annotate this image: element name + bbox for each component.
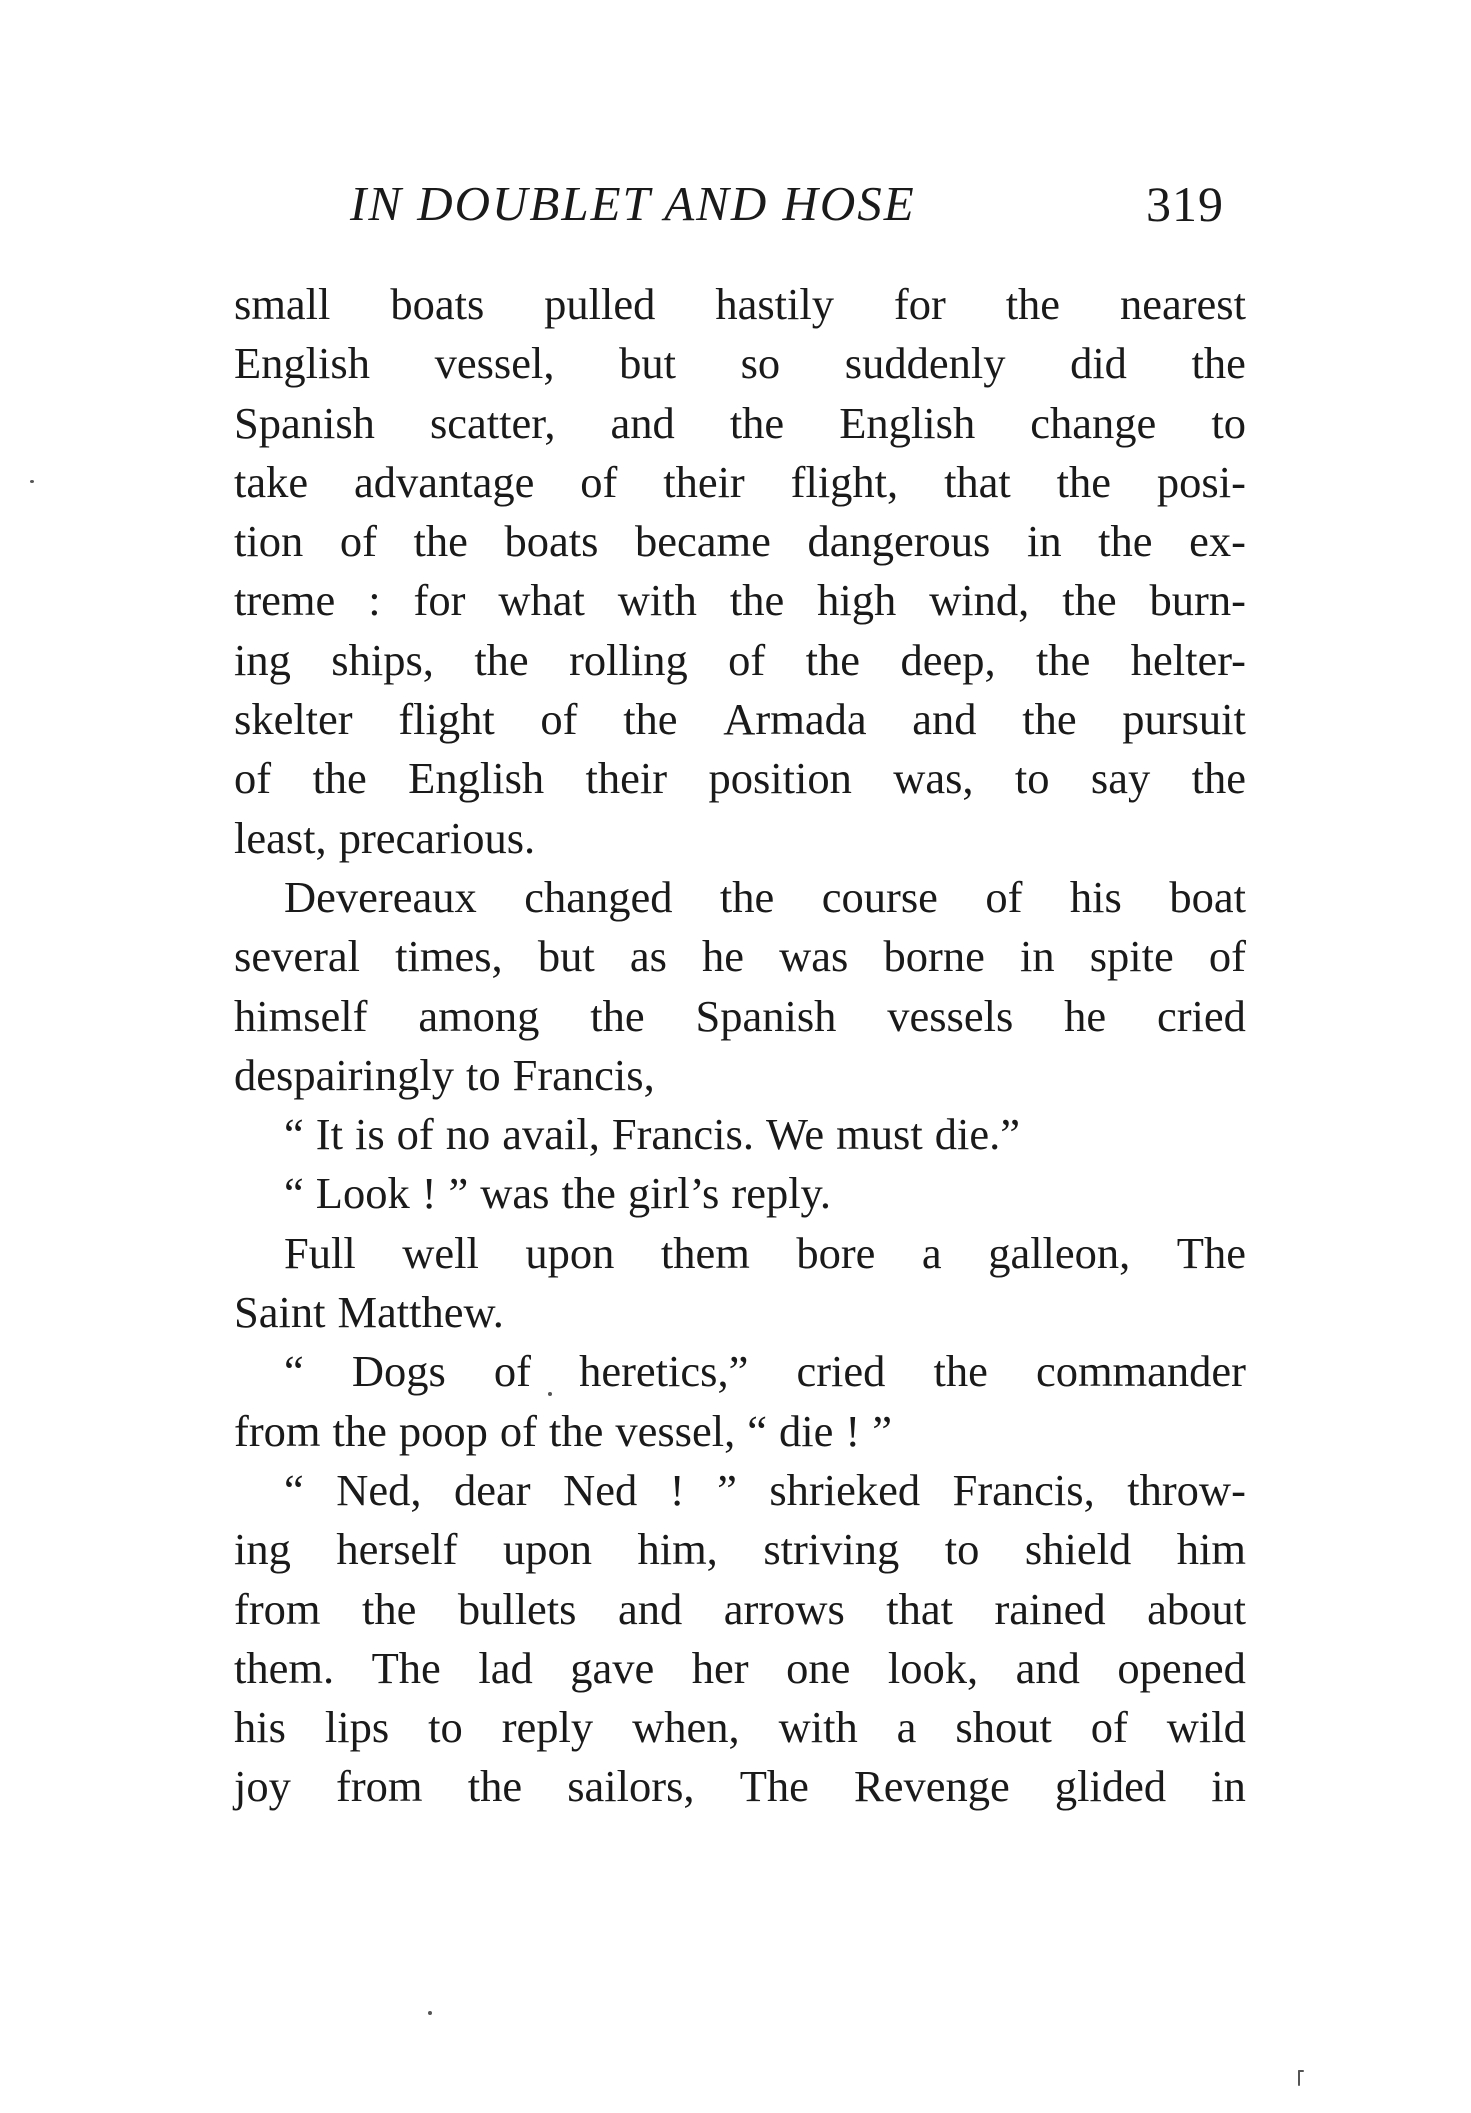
word: helter- [1130,634,1246,685]
word: flight [398,694,495,745]
text-line [234,1639,1246,1698]
word: the [548,1405,604,1456]
text-line [234,631,1246,690]
word: The [371,1642,441,1693]
text-line [234,1342,1246,1401]
text-line [234,1046,1246,1105]
word: to [428,1702,463,1753]
word: small [234,279,331,329]
text-line [234,809,1246,868]
word: ing [234,1524,291,1575]
word: ! [845,1405,861,1456]
word: wild [1166,1702,1246,1753]
word: the [332,1405,387,1456]
word: to [944,1524,980,1575]
word: his [1069,871,1122,922]
print-speck [1298,2070,1300,2086]
word: girl’s [627,1168,720,1219]
word: a [921,1227,942,1278]
word: Revenge [854,1761,1010,1812]
word: “ [747,1405,767,1456]
word: : [368,575,381,626]
word: to [1211,397,1246,448]
word: the [1022,694,1077,745]
word: poop [398,1405,488,1456]
word: vessel, [434,338,555,389]
word: ” [448,1168,469,1219]
word: heretics,” [579,1346,749,1397]
word: ” [717,1464,737,1515]
word: when, [632,1702,740,1753]
text-line [234,1698,1246,1757]
word: burn- [1149,575,1246,626]
text-line [234,394,1246,453]
word: of [1090,1702,1128,1753]
text-line [234,1580,1246,1639]
word: gave [570,1642,655,1693]
text-line [234,1402,1246,1461]
word: the [623,694,678,745]
word: Saint [234,1287,326,1338]
word: the [413,516,468,567]
text-line [234,1283,1246,1342]
text-line [234,1461,1246,1520]
text-line [234,1757,1246,1816]
word: vessels [887,990,1014,1041]
word: striving [763,1524,900,1575]
body-text [234,275,1246,1817]
word: treme [234,575,336,626]
word: sailors, [567,1761,695,1812]
word: Francis, [952,1464,1095,1515]
word: upon [525,1227,615,1278]
word: in [1026,516,1062,567]
word: tion [234,516,304,567]
word: about [1147,1583,1246,1634]
word: did [1070,338,1127,389]
word: them [660,1227,750,1278]
word: precarious. [338,812,536,863]
word: lad [478,1642,533,1693]
word: to [465,1049,501,1100]
word: arrows [723,1583,845,1634]
word: a [896,1702,917,1753]
word: one [786,1642,851,1693]
word: dangerous [807,516,991,567]
word: was [480,1168,550,1219]
word: he [1064,990,1107,1041]
word: him [1176,1524,1246,1575]
word: Dogs [351,1346,446,1397]
word: “ [284,1346,304,1397]
text-line [234,1520,1246,1579]
word: that [886,1583,953,1634]
word: the [312,753,367,804]
word: opened [1117,1642,1246,1693]
word: The [1176,1227,1246,1278]
word: avail, [502,1109,600,1160]
text-line [234,987,1246,1046]
word: flight, [790,456,899,507]
word: cried [796,1346,886,1397]
word: look, [887,1642,979,1693]
word: the [719,871,775,922]
word: of [985,871,1023,922]
word: was [779,931,849,982]
word: least, [234,812,327,863]
word: for [893,279,946,329]
word: deep, [900,634,996,685]
word: and [610,397,675,448]
word: but [619,338,676,389]
word: Armada [723,694,867,745]
word: Francis. [611,1109,754,1160]
word: he [702,931,745,982]
word: with [778,1702,858,1753]
word: upon [502,1524,592,1575]
word: throw- [1127,1464,1246,1515]
word: shrieked [769,1464,921,1515]
word: say [1090,753,1151,804]
word: joy [234,1761,291,1812]
text-line [234,927,1246,986]
word: in [1211,1761,1246,1812]
text-line [234,571,1246,630]
word: his [234,1702,286,1753]
page-number: 319 [1146,176,1224,232]
word: from [336,1761,423,1812]
word: pursuit [1122,694,1246,745]
word: English [234,338,370,389]
word: pulled [544,279,656,329]
word: with [617,575,697,626]
word: their [585,753,668,804]
word: hastily [715,279,834,329]
word: ships, [331,634,434,685]
word: course [821,871,938,922]
word: from [234,1583,321,1634]
text-line [234,1164,1246,1223]
word: of [493,1346,531,1397]
word: among [418,990,540,1041]
word: borne [883,931,985,982]
word: The [739,1761,809,1812]
word: the [1005,279,1061,329]
word: commander [1035,1346,1246,1397]
word: high [817,575,897,626]
word: bullets [457,1583,577,1634]
page-header [350,172,1250,236]
word: from [234,1405,321,1456]
word: shield [1024,1524,1132,1575]
word: the [1056,456,1112,507]
word: Francis, [512,1049,655,1100]
text-line [234,1105,1246,1164]
print-speck [548,1392,552,1396]
word: Spanish [695,990,837,1041]
word: was, [893,753,974,804]
word: reply. [731,1168,832,1219]
word: Ned [563,1464,638,1515]
word: became [635,516,771,567]
word: the [1035,634,1091,685]
word: Matthew. [337,1287,504,1338]
word: of [499,1405,537,1456]
word: for [413,575,466,626]
word: the [933,1346,988,1397]
word: to [1014,753,1050,804]
word: him, [637,1524,718,1575]
word: the [1098,516,1153,567]
text-line [234,690,1246,749]
word: change [1030,397,1157,448]
running-title: IN DOUBLET AND HOSE [350,176,916,231]
word: Ned, [336,1464,422,1515]
word: rolling [569,634,688,685]
word: “ [284,1168,304,1219]
word: of [540,694,578,745]
word: take [234,456,309,507]
word: himself [234,990,368,1041]
word: so [740,338,781,389]
word: the [729,575,785,626]
word: scatter, [429,397,556,448]
word: reply [501,1702,594,1753]
word: herself [336,1524,458,1575]
word: and [912,694,977,745]
word: and [1015,1642,1080,1693]
word: Spanish [234,397,375,448]
word: the [361,1583,417,1634]
text-line [234,334,1246,393]
print-speck [30,480,34,483]
word: her [691,1642,749,1693]
text-line [234,1224,1246,1283]
word: rained [994,1583,1106,1634]
word: posi- [1156,456,1246,507]
word: is [354,1109,385,1160]
word: position [708,753,852,804]
word: of [396,1109,434,1160]
word: well [402,1227,479,1278]
word: of [234,753,272,804]
word: Full [284,1227,356,1278]
word: nearest [1119,279,1246,329]
word: ! [421,1168,437,1219]
word: lips [324,1702,390,1753]
word: that [944,456,1011,507]
word: the [467,1761,523,1812]
word: “ [284,1109,304,1160]
word: Devereaux [284,871,477,922]
word: times, [395,931,503,982]
word: them. [234,1642,335,1693]
word: vessel, [615,1405,736,1456]
word: We [765,1109,825,1160]
word: the [1062,575,1117,626]
word: in [1019,931,1055,982]
word: the [561,1168,616,1219]
word: ing [234,634,291,685]
text-line [234,868,1246,927]
word: wind, [929,575,1030,626]
word: what [498,575,585,626]
word: the [590,990,645,1041]
word: bore [796,1227,876,1278]
word: the [1191,338,1246,389]
word: cried [1156,990,1246,1041]
word: Look [315,1168,410,1219]
word: but [537,931,595,982]
word: ” [872,1405,892,1456]
word: dear [454,1464,531,1515]
word: suddenly [844,338,1006,389]
text-line [234,749,1246,808]
word: the [474,634,529,685]
word: “ [284,1464,304,1515]
word: It [315,1109,343,1160]
word: English [839,397,976,448]
word: of [1208,931,1246,982]
word: no [445,1109,491,1160]
word: of [728,634,766,685]
word: die.” [934,1109,1020,1160]
word: advantage [354,456,535,507]
word: boat [1169,871,1246,922]
word: as [629,931,667,982]
word: changed [524,871,673,922]
word: spite [1089,931,1174,982]
word: boats [390,279,485,329]
word: and [617,1583,683,1634]
word: die [779,1405,834,1456]
word: ! [669,1464,685,1515]
word: glided [1054,1761,1167,1812]
word: English [408,753,545,804]
word: the [805,634,861,685]
word: skelter [234,694,353,745]
text-line [234,453,1246,512]
word: ex- [1189,516,1246,567]
text-line [234,512,1246,571]
text-line [234,275,1246,334]
word: of [339,516,377,567]
word: of [580,456,618,507]
word: must [836,1109,923,1160]
word: their [663,456,745,507]
word: despairingly [234,1049,454,1100]
word: several [234,931,361,982]
word: the [1191,753,1246,804]
word: shout [955,1702,1052,1753]
print-speck [428,2011,432,2015]
word: galleon, [988,1227,1131,1278]
word: boats [504,516,599,567]
word: the [729,397,785,448]
